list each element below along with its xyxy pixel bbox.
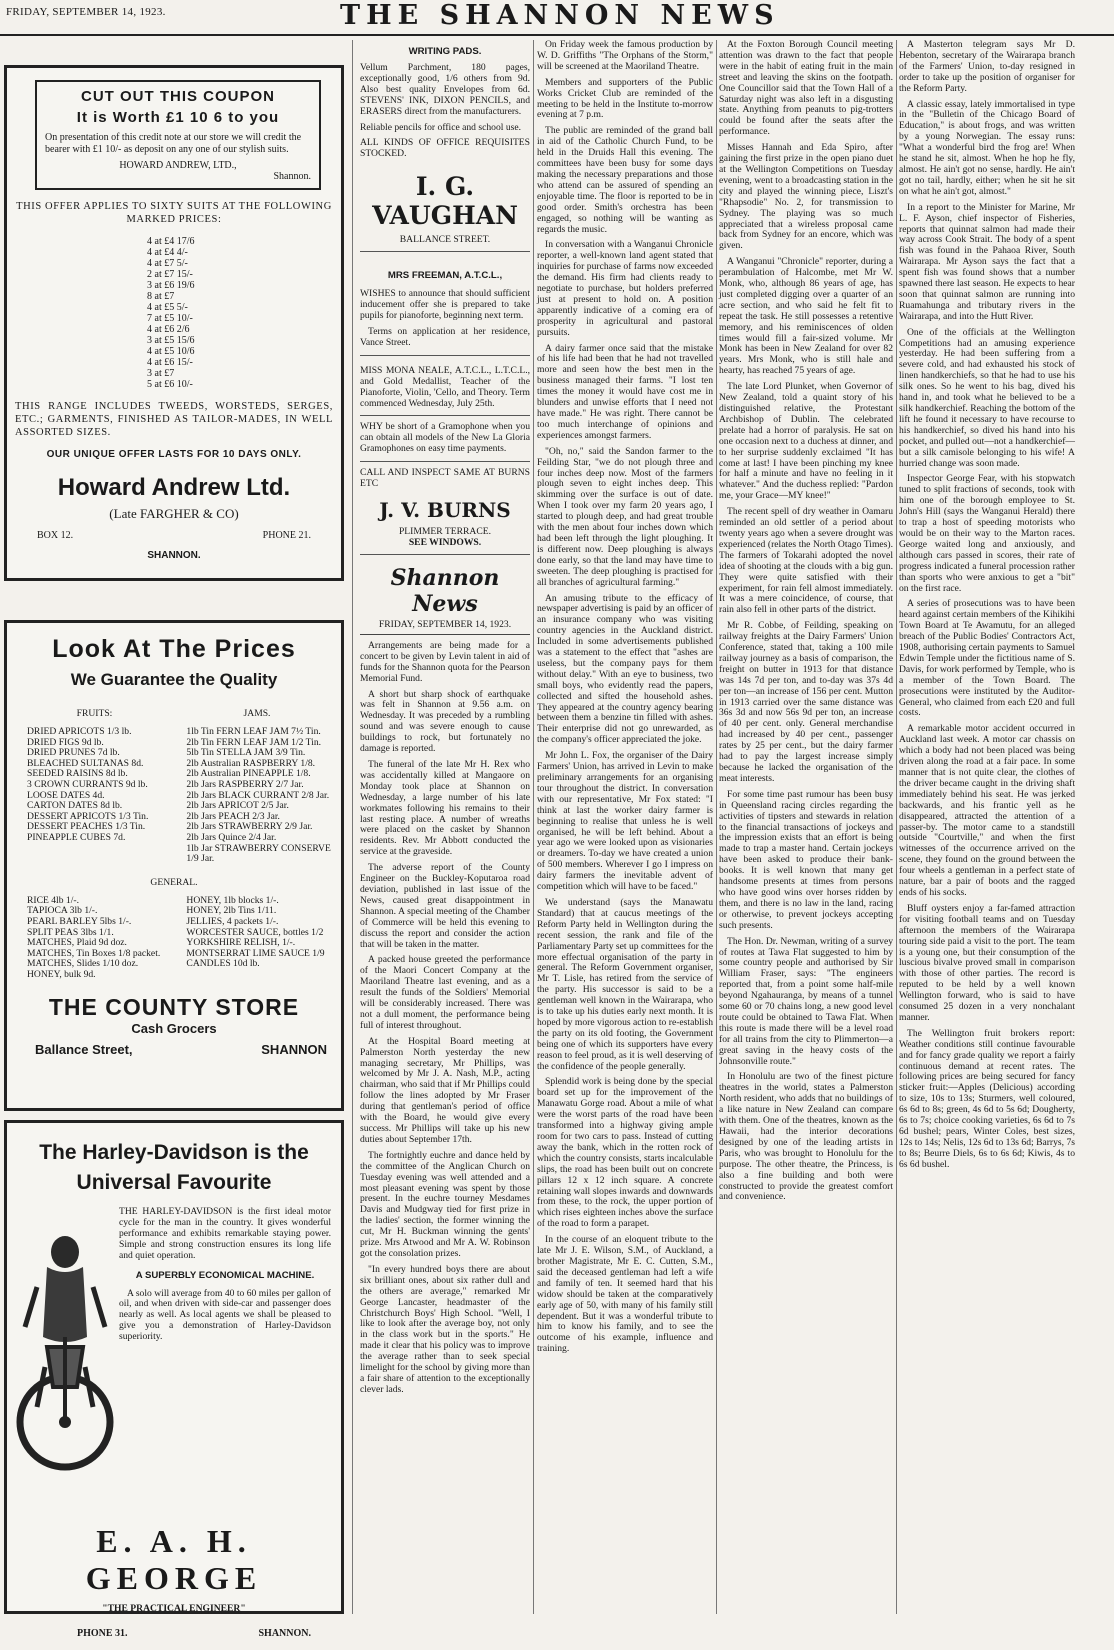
coupon-heading: CUT OUT THIS COUPON (81, 88, 275, 105)
price-item: 3 at £6 19/6 (147, 280, 195, 291)
news-paragraph: A Wanganui "Chronicle" reporter, during a perambulation of Halcombe, met Mr W. Monk, who, although 86 years of age, has just completed digging over a quarter of an acre section, and who said he felt fit to repeat the task. He still possesses a retentive memory, and his reminiscences of olden times would fill a fair-sized volume. Mr Monk has been in New Zealand for over 82 years. Mrs Monk, who is still hale and hearty, has reached 75 years of age. (719, 256, 893, 377)
issue-date: FRIDAY, SEPTEMBER 14, 1923. (6, 6, 166, 18)
general-item: RICE 4lb 1/-. (27, 894, 79, 906)
harley-details: A solo will average from 40 to 60 miles per gallon of oil, and when driven with side-car and passenger does nearly as well. As local agents we shall be pleased to give you a demonstration of Harley-Davidson superiority. (119, 1287, 331, 1343)
price-item: 3 at £5 15/6 (147, 335, 195, 346)
news-paragraph: The Hon. Dr. Newman, writing of a survey of routes at Tawa Flat suggested to him by some country people and authorised by Sir William Fraser, says: "The engineers reported that, from a point some half-mile beyond Ngahauranga, by means of a tunnel some 60 or 70 chains long, a new good level route could be obtained to Tawa Flat. When this route is made there will be a level road for all trains from the city to Plimmerton—a great saving in the heavy costs of the Johnsonville route." (719, 935, 893, 1067)
news-paragraph: A packed house greeted the performance of the Maori Concert Company at the Maoriland Theatre last evening, and as a result the funds of the Soldiers' Memorial will be considerably increased. There was not a dull moment, the performance being full of interest throughout. (360, 954, 530, 1031)
news-paragraph: A short but sharp shock of earthquake was felt in Shannon at 9.56 a.m. on Wednesday. It was preceded by a rumbling sound and was severe enough to cause buildings to rock, but fortunately no damage is reported. (360, 688, 530, 755)
harley-davidson-ad (4, 1120, 344, 1639)
news-paragraph: The late Lord Plunket, when Governor of New Zealand, told a quaint story of his distinguished relative, the Protestant Archbishop of Dublin. The celebrated prelate had a horror of paralysis. He sat on one occasion next to a duchess at dinner, and to her surprise suddenly exclaimed "It has come at last! I have been pinching my knee for half a minute and have no feeling in it whatever." And the duchess replied: "Pardon me, your Grace—MY knee!" (719, 381, 893, 502)
price-item: 4 at £6 15/- (147, 357, 193, 368)
fruits-list (7, 727, 186, 865)
coupon-signer: HOWARD ANDREW, LTD., (119, 160, 237, 171)
requisites: ALL KINDS OF OFFICE REQUISITES STOCKED. (360, 137, 530, 160)
jam-item: 2lb Jars BLACK CURRANT 2/8 Jar. (186, 789, 330, 801)
masthead-bar (0, 0, 1114, 36)
news-paragraph: The fortnightly euchre and dance held by the committee of the Anglican Church on Tuesday evening was well attended and a most pleasant evening was spent by those present. In the euchre tourney Mesdames Davis and Mudgway tied for first prize in the ladies' section, the former winning the cut, Mr H. Buckman winning the gents' prize. Mrs Atwood and Mr A. W. Robinson got the consolation prizes. (360, 1149, 530, 1259)
price-item: 7 at £5 10/- (147, 313, 193, 324)
column-2 (360, 40, 530, 1614)
freeman-heading: MRS FREEMAN, A.T.C.L., (387, 270, 503, 282)
jam-item: 5lb Tin STELLA JAM 3/9 Tin. (186, 747, 306, 759)
burns-name: J. V. BURNS (379, 497, 511, 522)
harley-subheading: Universal Favourite (76, 1171, 272, 1194)
news-paragraph: A remarkable motor accident occurred in Auckland last week. A motor car chassis on which a body had not been placed was being driven along the road at a fair pace. In some manner that is not quite clear, the clothes of the driver became caught in the driving shaft immediately behind his seat. He was jerked backwards, and his frantic yell as he disappeared, attracted the attention of a passer-by. The motor came to a standstill outside "Courtville," and when the first witnesses of the occurrence arrived on the scene, they found on the ground between the four wheels a gentleman in a perfect state of nature, bar a pair of boots and the ragged ends of his socks. (899, 723, 1075, 898)
divider (360, 461, 530, 462)
fruit-item: DRIED APRICOTS 1/3 lb. (27, 726, 132, 737)
dealer-phone: PHONE 31. (77, 1628, 128, 1639)
coupon-signer-place: Shannon. (273, 171, 311, 182)
dealer-contact-row (7, 1628, 341, 1650)
box-number: BOX 12. (37, 530, 74, 541)
fruit-item: 3 CROWN CURRANTS 9d lb. (27, 778, 148, 790)
unique-offer: OUR UNIQUE OFFER LASTS FOR 10 DAYS ONLY. (46, 449, 302, 460)
fruit-item: DRIED PRUNES 7d lb. (27, 747, 120, 759)
newspaper-title: THE SHANNON NEWS (340, 0, 780, 31)
general-left-list (7, 896, 186, 981)
county-heading: Look At The Prices (52, 635, 296, 663)
price-item: 4 at £4 4/- (147, 247, 188, 258)
brand-sub: (Late FARGHER & CO) (109, 506, 239, 521)
fruit-item: DESSERT PEACHES 1/3 Tin. (27, 821, 146, 833)
store-name: THE COUNTY STORE (48, 994, 300, 1021)
news-paragraph: In the course of an eloquent tribute to the late Mr J. E. Wilson, S.M., of Auckland, a brother Magistrate, Mr E. C. Cutten, S.M., said the deceased gentleman had left a wife and family of ten. It seemed hard that his widow should be taken at the comparatively early age of 50, with many of his family still dependent. But it was a wonderful tribute to him to know his family, and to see the outcome of his example, influence and training. (537, 1234, 713, 1355)
news-paragraph: Bluff oysters enjoy a far-famed attraction for visiting football teams and on Tuesday afternoon the members of the Wairarapa touring side paid a visit to the port. The team is a young one, but their consumption of the luscious bivalve proved small in comparison with those of other parties. The record is reputed to be held by a well known Wellington forward, who is said to have consumed 25 dozen in a very nonchalant manner. (899, 902, 1075, 1023)
section-masthead: Shannon News (390, 564, 500, 617)
general-item: HONEY, bulk 9d. (27, 968, 96, 980)
brand-name: Howard Andrew Ltd. (57, 474, 291, 501)
news-paragraph: Splendid work is being done by the special board set up for the improvement of the Manawatu Gorge road. About a mile of what were the worst parts of the road have been transformed into a highway giving ample room for two cars to pass. Instead of cutting away the bank, which in the rotten rock of which the country consists, starts incalculable slips, the road has been built out on concrete pillars 12 x 12 inch square. A concrete retaining wall slopes inwards and downwards from these, to the rock, the upper portion of which rises eighteen inches above the surface of the road to form a parapet. (537, 1076, 713, 1230)
phone-number: PHONE 21. (262, 530, 311, 541)
news-paragraph: A dairy farmer once said that the mistake of his life had been that he had not travelled more and seen how the best men in the business managed their farms. "I lost ten times the money it would have cost me in blunders and unwise efforts that I need not have made." He was right. There cannot be too much interchange of opinions and experiences amongst farmers. (537, 342, 713, 441)
price-item: 4 at £5 5/- (147, 302, 188, 313)
offer-text: THIS OFFER APPLIES TO SIXTY SUITS AT THE FOLLOWING MARKED PRICES: (16, 201, 332, 225)
store-sub: Cash Grocers (131, 1021, 217, 1037)
news-paragraph: Inspector George Fear, with his stopwatch tuned to split fractions of seconds, took with him one of the borough employee to St. John's Hill (says the Wanganui Herald) there to trap a host of speeding motorists who would be on their way to the Marton races. George waited long and anxiously, and although cars passed in scores, their rate of progress indicated a funeral procession rather than sports who were anxious to get a "bit" on the first race. (899, 473, 1075, 594)
dealer-town: SHANNON. (258, 1628, 311, 1639)
list-labels (7, 708, 341, 719)
coupon-box (35, 80, 321, 190)
news-paragraph: At the Foxton Borough Council meeting attention was drawn to the fact that people were in the habit of eating fruit in the main street and leaving the skins on the footpath. One Councillor said that the Town Hall of a Saturday night was also left in a disgusting state. Anything from peanuts to pig-trotters could be found after the seats after the performance. (719, 39, 893, 138)
news-paragraph: The Wellington fruit brokers report: Weather conditions still continue favourable and for fancy grade quality we report a fairly continuous demand at recent rates. The following prices are being secured for fancy sticker fruit:—Apples (Delicious) according to size, 10s to 13s; Sturmers, well coloured, 6s 6d to 8s; green, 4s 6d to 5s 6d; Dougherty, 6s to 7s; choice cooking varieties, 6s 6d to 7s 6d bushel; pears, Winter Coles, best sizes, 12s to 14s; Nelis, 12s 6d to 13s 6d; Barrys, 7s to 8s; Beurre Diels, 6s to 6s 6d; Kiwis, 4s to 6s 6d bushel. (899, 1027, 1075, 1170)
harley-economical: A SUPERBLY ECONOMICAL MACHINE. (135, 1269, 315, 1281)
price-item: 3 at £7 (147, 368, 175, 379)
fruit-item: DESSERT APRICOTS 1/3 Tin. (27, 810, 149, 822)
dealer-tagline: "THE PRACTICAL ENGINEER" (102, 1603, 246, 1614)
jams-label: JAMS. (243, 708, 271, 719)
news-paragraph: Misses Hannah and Eda Spiro, after gaining the first prize in the open piano duet at the Wellington Competitions on Tuesday evening, went to a broadcasting station in the city and played the winning piece, Liszt's "Rhapsodie" No. 2, for transmission to Sydney. The playing was so much appreciated that a wireless proposal came back from Sydney for an encore, which was given. (719, 142, 893, 252)
news-paragraph: A Masterton telegram says Mr D. Hebenton, secretary of the Wairarapa branch of the Farmers' Union, to-day resigned in order to take up the position of organiser for the Reform Party. (899, 39, 1075, 94)
section-masthead-date: FRIDAY, SEPTEMBER 14, 1923. (360, 619, 530, 635)
contact-row (7, 530, 341, 550)
range-text: THIS RANGE INCLUDES TWEEDS, WORSTEDS, SERGES, ETC.; GARMENTS, FINISHED AS TAILOR-MADES, IN WELL ASSORTED SIZES. (15, 401, 333, 438)
price-item: 5 at £6 10/- (147, 379, 193, 390)
general-item: TAPIOCA 3lb 1/-. (27, 905, 98, 917)
jam-item: 2lb Australian RASPBERRY 1/8. (186, 757, 316, 769)
column-4 (719, 40, 893, 1614)
news-paragraph: An amusing tribute to the efficacy of newspaper advertising is paid by an officer of an insurance company who was visiting country agencies in the Auckland district. Included in some advertisements published was a statement to the effect that "ashes are useless, but the company pays for them without delay." With an eye to business, two small boys, who evidently read the papers, collected and sifted the household ashes. They appeared at the country agency bearing between them a benzine tin filled with ashes. Their enterprise did not go unrewarded, as the company's officer appreciated the joke. (537, 592, 713, 746)
harley-heading: The Harley-Davidson is the (39, 1141, 309, 1164)
county-subheading: We Guarantee the Quality (70, 670, 278, 689)
gramophone-notice: WHY be short of a Gramophone when you can obtain all models of the New La Gloria Gramophones on easy time payments. (360, 421, 530, 455)
general-item: MATCHES, Slides 1/10 doz. (27, 958, 139, 970)
news-paragraph: A classic essay, lately immortalised in type in the "Bulletin of the Chicago Board of Education," is about frogs, and was written by a young Norwegian. The essay runs: "What a wonderful bird the frog are! When he stand he sit, almost. When he hop he fly, almost. He ain't got no sense, hardly. He ain't got no tail, hardly, either; when he sit he sit on what he ain't got, almost." (899, 98, 1075, 197)
jam-item: 2lb Tin FERN LEAF JAM 1/2 Tin. (186, 736, 322, 748)
column-5 (899, 40, 1075, 1614)
harley-intro: THE HARLEY-DAVIDSON is the first ideal motor cycle for the man in the country. It gives wonderful performance and exhibits remarkable staying power. Simple and strong construction ensures its long life and quiet operation. (119, 1206, 331, 1261)
jam-item: 2lb Jars APRICOT 2/5 Jar. (186, 800, 289, 812)
store-street: Ballance Street, (35, 1042, 133, 1058)
general-item: MATCHES, Tin Boxes 1/8 packet. (27, 947, 161, 959)
dealer-name: E. A. H. GEORGE (85, 1523, 263, 1596)
general-item: HONEY, 2lb Tins 1/11. (186, 905, 277, 917)
news-paragraph: For some time past rumour has been busy in Queensland racing circles regarding the activities of tipsters and stewards in relation to the financial transactions of jockeys and the impression exists that an effort is being made to trap a master hand. Certain jockeys have been asked to produce their bank-books. It is well known that many get handsome presents at times from persons who have good wins over horses ridden by them, and there is no law in the land, racing or otherwise, to prevent jockeys accepting such presents. (719, 788, 893, 931)
coupon-subheading: It is Worth £1 10 6 to you (76, 109, 280, 126)
news-paragraph: On Friday week the famous production by W. D. Griffiths "The Orphans of the Storm," will be screened at the Maoriland Theatre. (537, 39, 713, 72)
general-label: GENERAL. (150, 876, 198, 888)
news-paragraph: Members and supporters of the Public Works Cricket Club are reminded of the meeting to be held in the Institute to-morrow evening at 7 p.m. (537, 76, 713, 121)
general-right-list (186, 896, 341, 981)
jam-item: 2lb Jars RASPBERRY 2/7 Jar. (186, 778, 304, 790)
news-paragraph: In conversation with a Wanganui Chronicle reporter, a well-known land agent stated that inquiries for purchase of farms now exceeded the demand. His firm had clients ready to negotiate to purchase, but holders preferred just at present to hold on. A position apparently indicative of a coming era of prosperity in agricultural and pastoral pursuits. (537, 239, 713, 338)
fruit-item: SEEDED RAISINS 8d lb. (27, 768, 128, 780)
vaughan-name: I. G. VAUGHAN (372, 172, 518, 231)
news-paragraph: The adverse report of the County Engineer on the Buckley-Koputaroa road deviation, published in last issue of the News, caused great disappointment in Shannon. A special meeting of the Chamber of Commerce will be held this evening to discuss the report and consider the action that will be taken in the matter. (360, 862, 530, 950)
news-paragraph: We understand (says the Manawatu Standard) that at caucus meetings of the Reform Party held in Wellington during the recent session, the rank and file of the Parliamentary Party set up committees for the more effectual organisation of the party in general. The Reform Government organiser, Mr T. Lisle, has retired from the service of the party. His successor is said to be a gentleman well known in the Wairarapa, who is to take up his duties early next month. It is hoped by more vigorous action to re-establish the party on its old footing, the Government being one of which its supporters have every reason to feel proud, as it is well deserving of the confidence of the people generally. (537, 896, 713, 1072)
price-item: 8 at £7 (147, 291, 175, 302)
jam-item: 2lb Jars STRAWBERRY 2/9 Jar. (186, 821, 313, 833)
general-item: MONTSERRAT LIME SAUCE 1/9 (186, 947, 325, 959)
county-store-ad (4, 620, 344, 1111)
column-rule (533, 40, 534, 1614)
harley-text (119, 1207, 331, 1348)
divider (360, 415, 530, 416)
news-paragraph: "In every hundred boys there are about six brilliant ones, about six rather dull and the others are average," remarked Mr George Lancaster, headmaster of the Christchurch Boys' High School. "Well, I like to look after the average boy, not only in the class work but in the sports." He made it clear that his policy was to improve the average rather than to seek special limelight for the school by giving more than a fair share of attention to the exceptionally clever lads. (360, 1263, 530, 1395)
town-name: SHANNON. (147, 550, 201, 561)
jams-list (186, 727, 341, 865)
general-item: MATCHES, Plaid 9d doz. (27, 937, 127, 949)
fruit-item: DRIED FIGS 9d lb. (27, 736, 104, 748)
price-item: 4 at £4 17/6 (147, 236, 195, 247)
burns-see-windows: SEE WINDOWS. (408, 536, 482, 548)
motorcycle-rider-illustration (17, 1217, 112, 1487)
vaughan-address: BALLANCE STREET. (399, 234, 491, 246)
burns-address: PLIMMER TERRACE. (398, 525, 492, 537)
general-item: JELLIES, 4 packets 1/-. (186, 915, 279, 927)
fruit-item: CARTON DATES 8d lb. (27, 800, 123, 812)
jam-item: 2lb Australian PINEAPPLE 1/8. (186, 768, 311, 780)
coupon-body: On presentation of this credit note at our store we will credit the bearer with £1 10/- as deposit on any one of our stylish suits. (45, 132, 302, 155)
general-item: WORCESTER SAUCE, bottles 1/2 (186, 926, 324, 938)
news-paragraph: One of the officials at the Wellington Competitions had an amusing experience yesterday. He had been suffering from a severe cold, and had exhausted his stock of linen handkerchiefs, so that he had to use his silk ones. So he went to his bag, dived his hand in, and took what he believed to be a silk handkerchief. Reaching the bottom of the lift he found it necessary to have recourse to his handkerchief, so dived his hand into his pocket, and pulled out—not a handkerchief—but a silk camisole belonging to his wife! A hurried change was soon made. (899, 326, 1075, 469)
harley-body-area (7, 1207, 341, 1507)
general-table (7, 896, 341, 981)
fruits-jams-table (7, 727, 341, 865)
fruit-item: BLEACHED SULTANAS 8d. (27, 757, 144, 769)
general-item: HONEY, 1lb blocks 1/-. (186, 894, 279, 906)
price-item: 2 at £7 15/- (147, 269, 193, 280)
news-paragraph: The public are reminded of the grand ball in aid of the Catholic Church Fund, to be held in the Druids Hall this evening. The committees have been busy for some days making the necessary preparations and those who attend can be assured of spending an enjoyable time. The floor is reported to be in good order. Smith's orchestra has been engaged, so nothing will be wanting as regards the music. (537, 125, 713, 235)
column-rule (352, 40, 353, 1614)
column-3 (537, 40, 713, 1614)
jam-item: 2lb Jars Quince 2/4 Jar. (186, 831, 277, 843)
price-item: 4 at £7 5/- (147, 258, 188, 269)
store-address-row (7, 1042, 341, 1064)
news-paragraph: The funeral of the late Mr H. Rex who was accidentally killed at Mangaore on Monday took place at Shannon on Wednesday, a large number of his late workmates following his remains to their last resting place. A number of wreaths were placed on the casket by Shannon residents. Rev. Mr Abbott conducted the service at the graveside. (360, 759, 530, 858)
divider (360, 251, 530, 252)
fruits-label: FRUITS: (76, 708, 113, 719)
column-rule (716, 40, 717, 1614)
news-paragraph: "Oh, no," said the Sandon farmer to the Feilding Star, "we do not plough three and four inches deep now. Most of the farmers plough seven to eight inches deep. This skimming over the surface is out of date. When I took over my farm 20 years ago, I started to plough deep, and had great trouble with the men about four inches down which had been left through the light ploughing. It is different now. Deep ploughing is always done early, so that the land may have time to sweeten. The deep ploughing is practised for all branches of agricultural farming." (537, 445, 713, 588)
news-paragraph: At the Hospital Board meeting at Palmerston North yesterday the new managing secretary, Mr Phillips, was welcomed by Mr J. A. Nash, M.P., acting chairman, who said that if Mr Phillips could follow the lines adopted by Mr Fraser during that gentleman's period of office with the Board, he would give every success. Mr Phillips will take up his new duties about September 17th. (360, 1035, 530, 1145)
news-paragraph: Arrangements are being made for a concert to be given by Levin talent in aid of funds for the Shannon quota for the Pearson Memorial Fund. (360, 639, 530, 684)
divider (360, 554, 530, 555)
news-paragraph: In Honolulu are two of the finest picture theatres in the world, states a Palmerston North resident, who adds that no buildings of a like nature in New Zealand can compare with them. One of the theatres, known as the Hawaii, had the interior decorations designed by one of the leading artists in Paris, who was brought to Honolulu for the purpose. The other theatre, the Princess, is also a fine building and both were constructed to provide the greatest comfort and convenience. (719, 1071, 893, 1203)
jam-item: 2lb Jars PEACH 2/3 Jar. (186, 810, 280, 822)
general-item: SPLIT PEAS 3lbs 1/1. (27, 926, 114, 938)
freeman-terms: Terms on application at her residence, Vance Street. (360, 325, 530, 348)
column-rule (896, 40, 897, 1614)
divider (360, 355, 530, 356)
news-paragraph: Mr John L. Fox, the organiser of the Dairy Farmers' Union, has arrived in Levin to make preliminary arrangements for an organising tour throughout the district. In conversation with our representative, Mr Fox stated: "I think at last the worker dairy farmer is beginning to realise that unless he is well organised, he will be left behind. About a year ago we were looked upon as visionaries or dreamers. To-day we have created a union of 500 members. Wherever I go I impress on dairy farmers the inevitable advent of competition which will have to be faced." (537, 750, 713, 893)
freeman-text: WISHES to announce that should sufficient inducement offer she is prepared to take pupils for pianoforte, beginning next term. (360, 288, 530, 322)
news-paragraph: In a report to the Minister for Marine, Mr L. F. Ayson, chief inspector of Fisheries, reports that quinnat salmon had made their way across Cook Strait. The body of a spent fish was found in the Pahaoa River, South Wairarapa. Mr Ayson says the fact that a spent fish was found shows that a number spawned there last season. He expects to hear soon that quinnat salmon are running into Ruamahunga and tributary rivers in the Wairarapa, and into the Hutt River. (899, 201, 1075, 322)
call-inspect: CALL AND INSPECT SAME AT BURNS ETC (360, 467, 530, 490)
price-list (147, 236, 341, 390)
news-paragraph: Mr R. Cobbe, of Feilding, speaking on railway freights at the Dairy Farmers' Union Conference, stated that, taking a 100 mile railway journey as a basis of comparison, the freight on butter in 1913 for that distance was 14s 7d per ton, and to-day was 37s 4d per ton—an increase of 156 per cent. Mutton in 1913 carried over the same distance was 36s 3d and now 56s 9d per ton, an increase of 40 per cent. only. General merchandise had increased by 40 per cent., passenger rates by 25 per cent., but the dairy farmer had to pay the largest increase simply because he lacked the organisation of the meat interests. (719, 620, 893, 784)
general-item: CANDLES 10d lb. (186, 958, 260, 970)
fruit-item: LOOSE DATES 4d. (27, 789, 105, 801)
col2-news (360, 641, 530, 1396)
reliable-pencils: Reliable pencils for office and school use. (360, 121, 521, 133)
price-item: 4 at £6 2/6 (147, 324, 190, 335)
news-paragraph: The recent spell of dry weather in Oamaru reminded an old settler of a period about twenty years ago when a severe drought was experienced (relates the North Otago Times). The farmers of Tokarahi adopted the novel idea of shooting at the clouds with a big gun. They were quite satisfied with their experiment, for rain fell almost immediately. It was a mere coincidence, of course, that rain also fell in other parts of the district. (719, 506, 893, 616)
writing-pads-heading: WRITING PADS. (408, 46, 482, 57)
price-item: 4 at £5 10/6 (147, 346, 195, 357)
jam-item: 1lb Tin FERN LEAF JAM 7½ Tin. (186, 726, 321, 737)
jam-item: 1lb Jar STRAWBERRY CONSERVE 1/9 Jar. (186, 842, 331, 865)
neale-notice: MISS MONA NEALE, A.T.C.L., L.T.C.L., and Gold Medallist, Teacher of the Pianoforte, Violin, 'Cello, and Theory. Term commenced Wednesday, July 25th. (360, 364, 530, 409)
howard-andrew-ad (4, 65, 344, 581)
store-town: SHANNON (261, 1042, 327, 1058)
fruit-item: PINEAPPLE CUBES 7d. (27, 831, 126, 843)
general-item: YORKSHIRE RELISH, 1/-. (186, 937, 296, 949)
news-paragraph: A series of prosecutions was to have been heard against certain members of the Kihikihi Town Board at Te Awamutu, for an alleged breach of the Public Bodies' Contractors Act, 1908, authorising certain payments to Samuel Edwin Temple under the fictitious name of S. Davis, for work performed by Temple, who is a member of the Town Board. The prosecutions were instituted by the Auditor-General, who claimed from each £20 and full costs. (899, 598, 1075, 719)
writing-pads-text: Vellum Parchment, 180 pages, exceptionally good, 1/6 others from 9d. Also best quality Envelopes from 6d. STEVENS' INK, DIXON PENCILS, and ERASERS direct from the manufacturers. (360, 62, 530, 117)
general-item: PEARL BARLEY 5lbs 1/-. (27, 915, 132, 927)
